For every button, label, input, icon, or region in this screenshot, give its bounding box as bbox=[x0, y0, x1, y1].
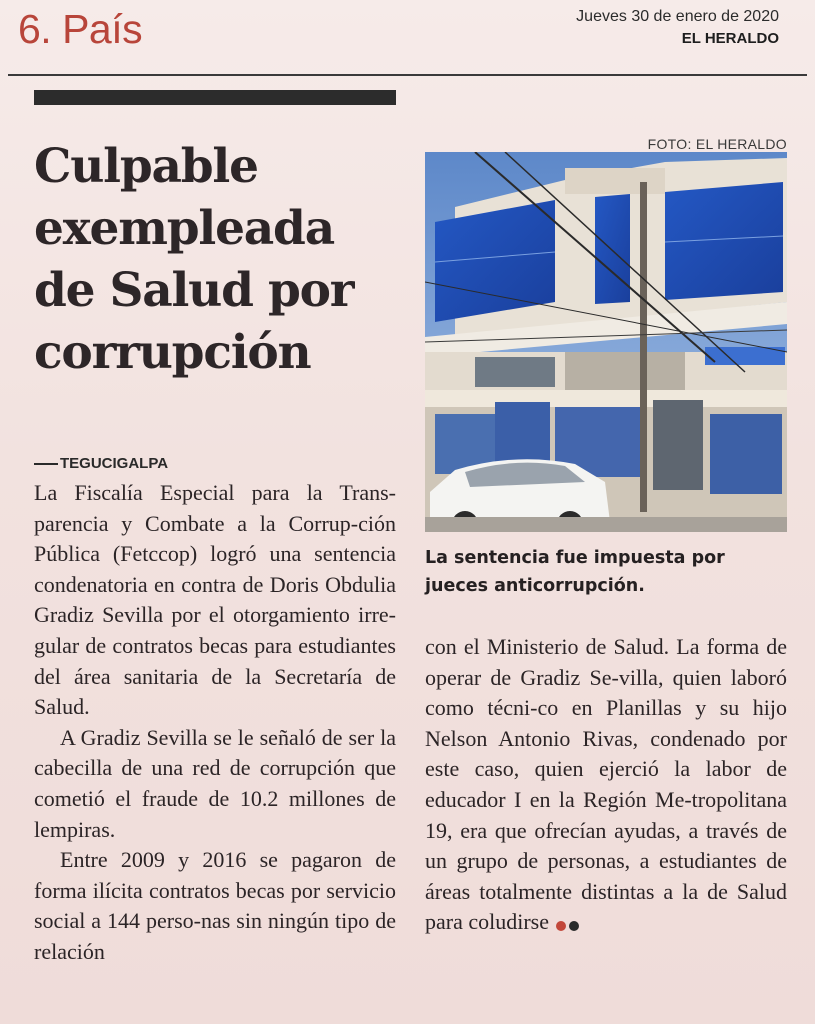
headline-line: Culpable bbox=[34, 139, 258, 194]
issue-date: Jueves 30 de enero de 2020 bbox=[576, 8, 779, 25]
end-dot-red bbox=[556, 921, 566, 931]
photo-credit: FOTO: EL HERALDO bbox=[647, 136, 787, 152]
body-paragraph: Entre 2009 y 2016 se pagaron de forma ilícita contratos becas por servicio social a 144 perso-nas sin ningún tipo de relación bbox=[34, 847, 396, 964]
headline-bar bbox=[34, 90, 396, 105]
body-paragraph bbox=[425, 632, 787, 940]
headline bbox=[34, 136, 414, 384]
photo-caption bbox=[425, 544, 795, 600]
body-paragraph: A Gradiz Sevilla se le señaló de ser la cabecilla de una red de corrupción que cometió el fraude de 10.2 millones de lempiras. bbox=[34, 724, 396, 842]
headline-line: corrupción bbox=[34, 325, 311, 380]
end-mark bbox=[553, 909, 579, 940]
headline-line: exempleada bbox=[34, 201, 334, 256]
article-photo bbox=[425, 152, 787, 532]
caption-line: jueces anticorrupción. bbox=[425, 576, 645, 596]
building-photo-illustration bbox=[425, 152, 787, 532]
body-paragraph: La Fiscalía Especial para la Trans-parencia y Combate a la Corrup-ción Pública (Fetccop) logró una sentencia condenatoria en contra de Doris Obdulia Gradiz Sevilla por el otorgamiento irre-gular de contratos becas para estudiantes del área sanitaria de la Secretaría de Salud. bbox=[34, 480, 396, 720]
article-column-2 bbox=[425, 632, 787, 940]
headline-line: de Salud por bbox=[34, 263, 354, 318]
newspaper-name: EL HERALDO bbox=[681, 30, 779, 47]
section-label: 6. País bbox=[18, 6, 143, 52]
column2-text: con el Ministerio de Salud. La forma de operar de Gradiz Se-villa, quien laboró como técni-co en Planillas y su hijo Nelson Antonio Rivas, condenado por este caso, quien ejerció la labor de educador I en la Región Me-tropolitana 19, era que ofrecían ayudas, a través de un grupo de personas, a estudiantes de áreas totalmente distintas a la de Salud para coludirse bbox=[425, 634, 787, 935]
dateline bbox=[34, 455, 168, 472]
dateline-text: TEGUCIGALPA bbox=[60, 455, 169, 472]
header-rule bbox=[8, 74, 807, 76]
end-dot-dark bbox=[569, 921, 579, 931]
caption-line: La sentencia fue impuesta por bbox=[425, 548, 725, 568]
article-column-1 bbox=[34, 478, 396, 968]
dateline-dash bbox=[34, 463, 58, 465]
